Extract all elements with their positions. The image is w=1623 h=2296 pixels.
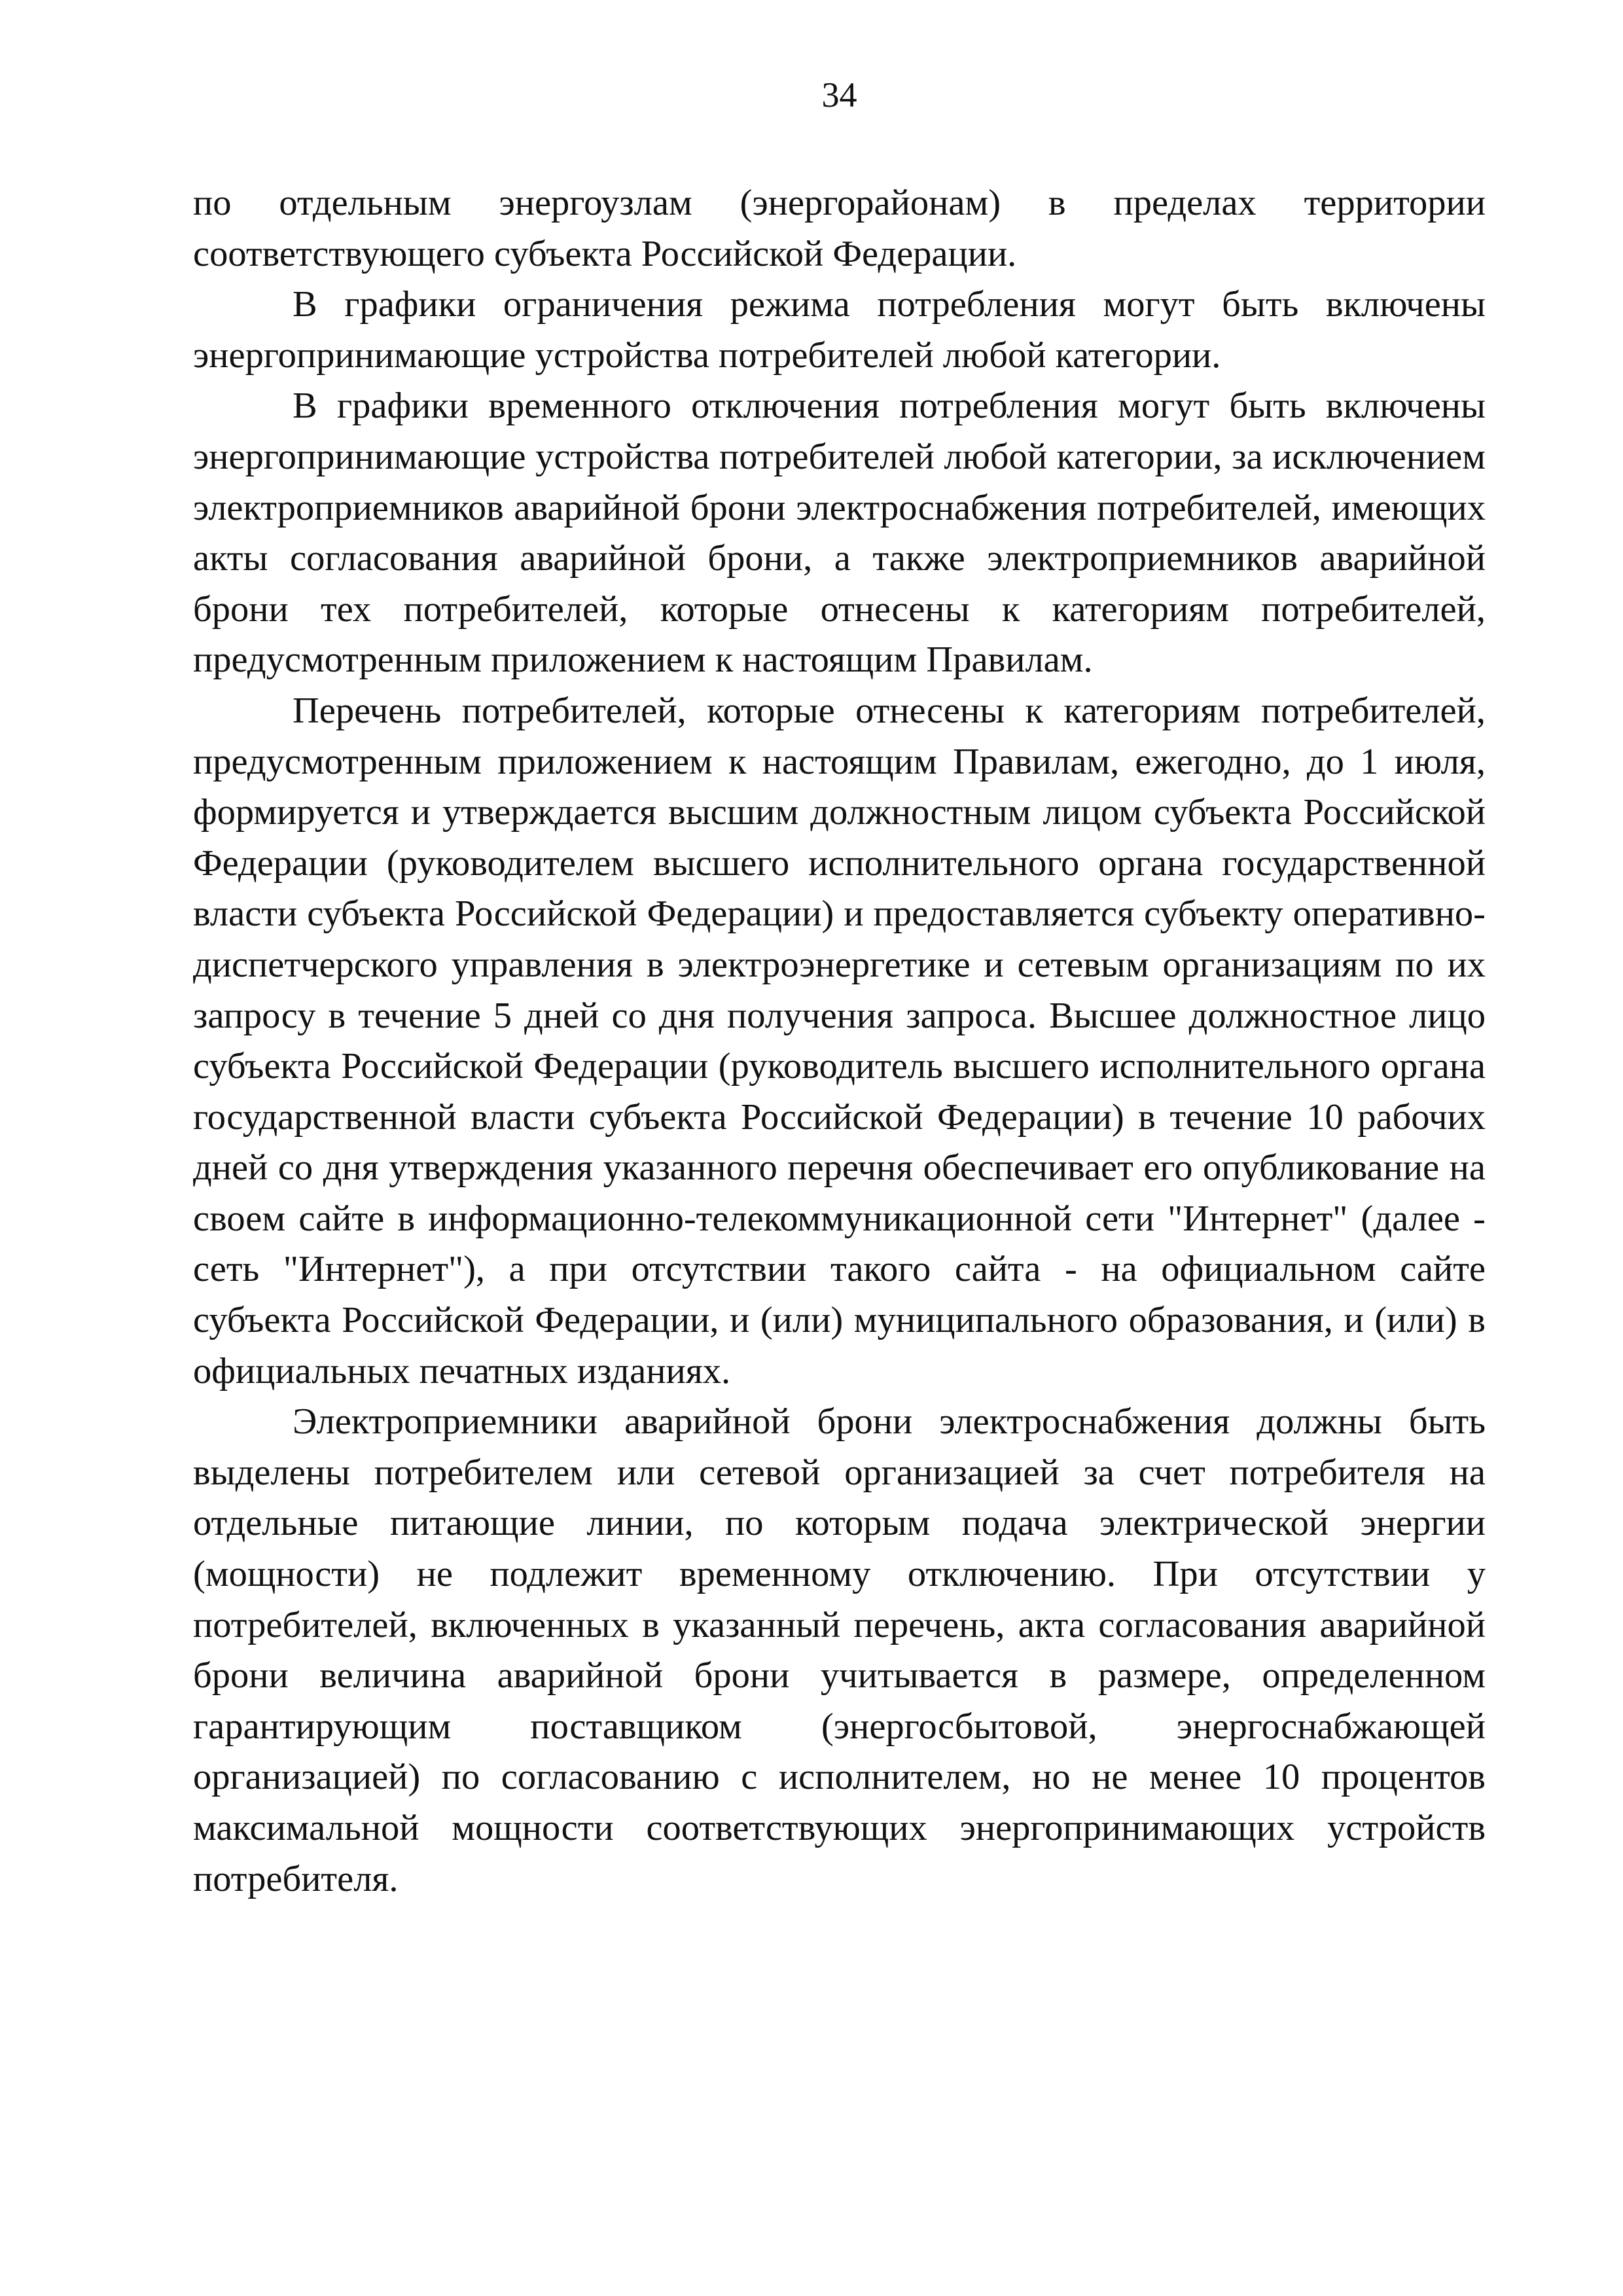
paragraph-emergency-reserve: Электроприемники аварийной брони электроснабжения должны быть выделены потребителем или сетевой организацией за счет потребителя на отдельные питающие линии, по которым подача электрической энергии (мощности) не подлежит временному отключению. При отсутствии у потребителей, включенных в указанный перечень, акта согласования аварийной брони величина аварийной брони учитывается в размере, определенном гарантирующим поставщиком (энергосбытовой, энергоснабжающей организацией) по согласованию с исполнителем, но не менее 10 процентов максимальной мощности соответствующих энергопринимающих устройств потребителя. [193, 1401, 1486, 1899]
paragraph-temporary-disconnection: В графики временного отключения потребления могут быть включены энергопринимающие устройства потребителей любой категории, за исключением электроприемников аварийной брони электроснабжения потребителей, имеющих акты согласования аварийной брони, а также электроприемников аварийной брони тех потребителей, которые отнесены к категориям потребителей, предусмотренным приложением к настоящим Правилам. [193, 386, 1486, 681]
page-number: 34 [821, 75, 857, 115]
paragraph-continuation: по отдельным энергоузлам (энергорайонам) в пределах территории соответствующего субъекта Российской Федерации. [193, 183, 1486, 274]
document-body [193, 178, 1486, 1905]
paragraph-restriction-schedules: В графики ограничения режима потребления могут быть включены энергопринимающие устройства потребителей любой категории. [193, 284, 1486, 376]
paragraph-consumer-list: Перечень потребителей, которые отнесены к категориям потребителей, предусмотренным приложением к настоящим Правилам, ежегодно, до 1 июля, формируется и утверждается высшим должностным лицом субъекта Российской Федерации (руководителем высшего исполнительного органа государственной власти субъекта Российской Федерации) и предоставляется субъекту оперативно-диспетчерского управления в электроэнергетике и сетевым организациям по их запросу в течение 5 дней со дня получения запроса. Высшее должностное лицо субъекта Российской Федерации (руководитель высшего исполнительного органа государственной власти субъекта Российской Федерации) в течение 10 рабочих дней со дня утверждения указанного перечня обеспечивает его опубликование на своем сайте в информационно-телекоммуникационной сети "Интернет" (далее - сеть "Интернет"), а при отсутствии такого сайта - на официальном сайте субъекта Российской Федерации, и (или) муниципального образования, и (или) в официальных печатных изданиях. [193, 690, 1486, 1391]
